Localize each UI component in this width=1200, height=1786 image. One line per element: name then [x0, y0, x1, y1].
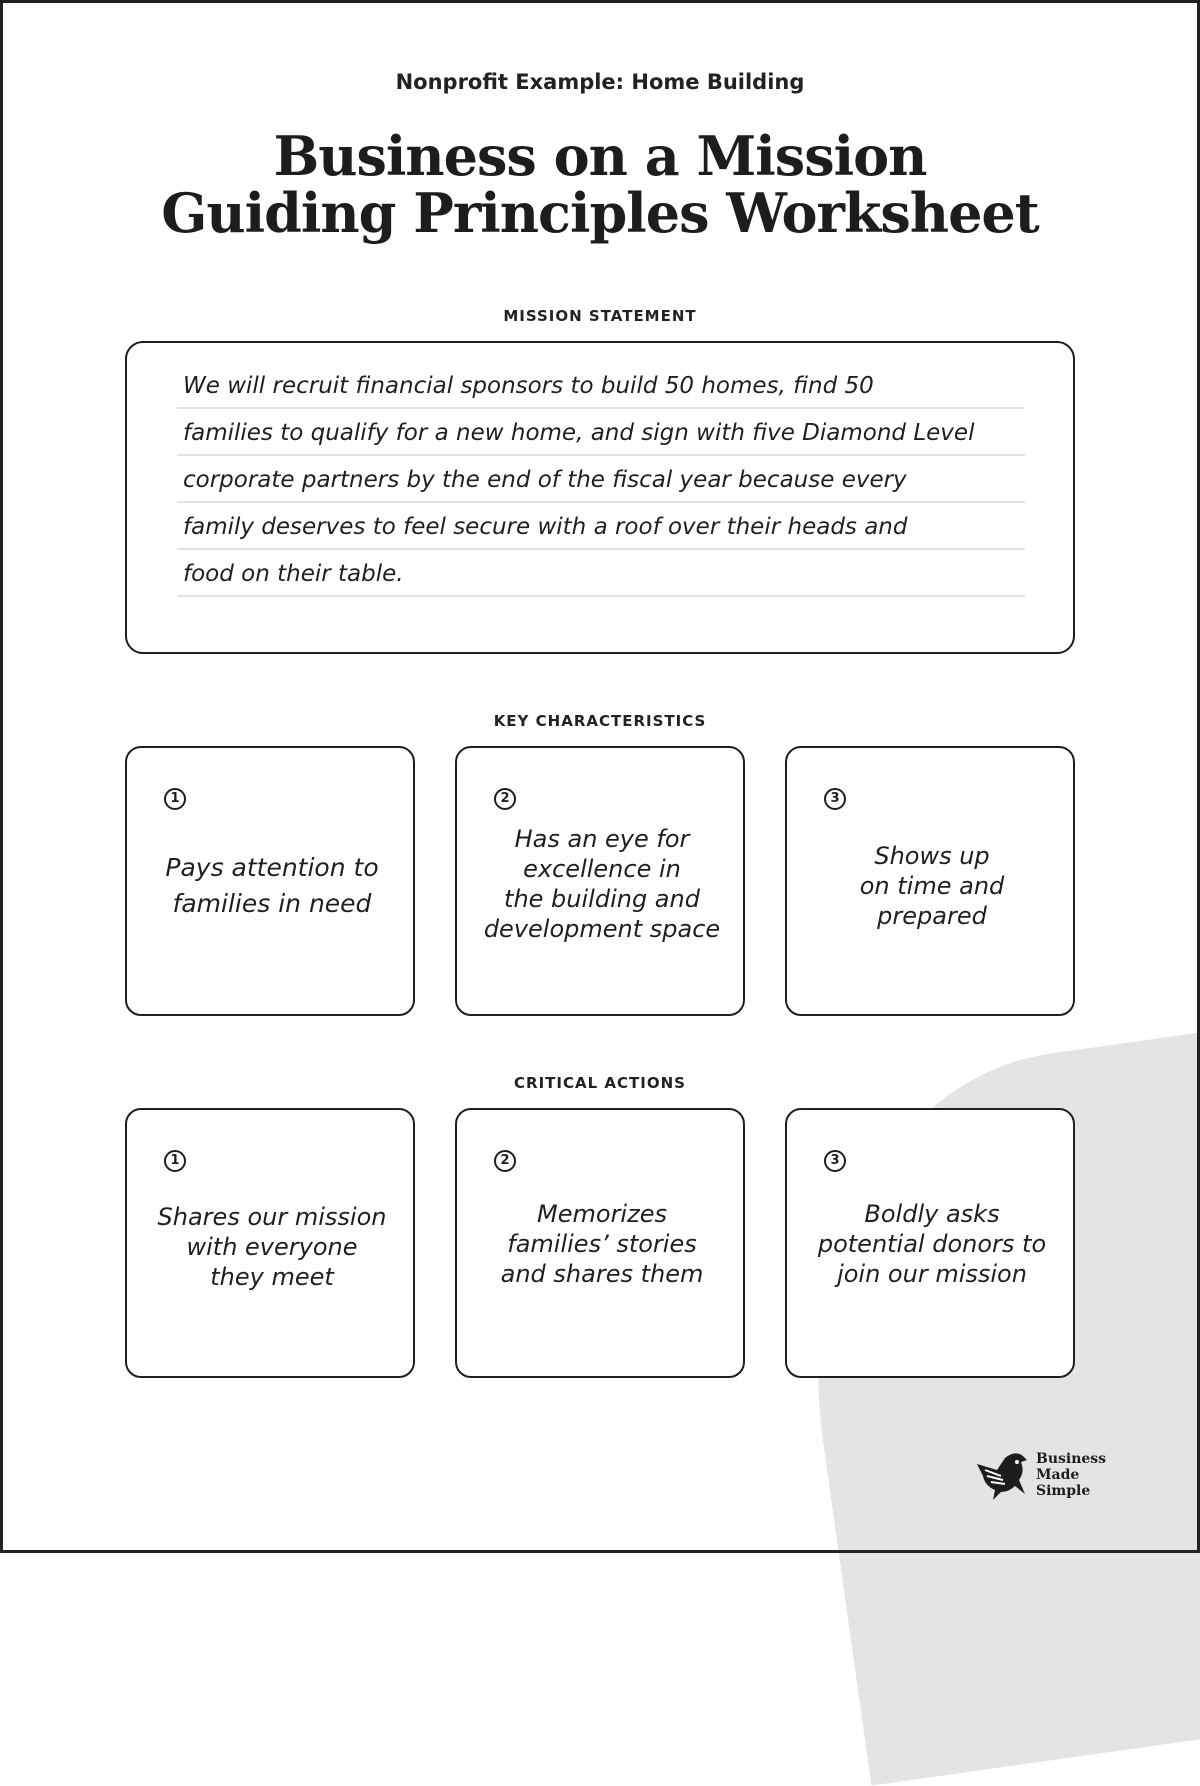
page-subtitle: Nonprofit Example: Home Building	[395, 70, 805, 94]
mission-line-5: food on their table.	[177, 551, 1025, 597]
logo-line-3: Simple	[1036, 1483, 1091, 1499]
number-badge: 2	[494, 788, 516, 810]
action-text: Memorizes families’ stories and shares them	[500, 1200, 704, 1288]
characteristic-card-2	[455, 746, 745, 1016]
number-badge: 3	[824, 1150, 846, 1172]
logo-line-2: Made	[1036, 1467, 1080, 1483]
key-characteristics-label: KEY CHARACTERISTICS	[493, 712, 707, 730]
mission-line-4: family deserves to feel secure with a roof over their heads and	[177, 504, 1025, 550]
characteristic-card-3	[785, 746, 1075, 1016]
characteristic-text: Shows up on time and prepared	[859, 842, 1005, 930]
mission-statement-box	[125, 341, 1075, 654]
logo-text	[1036, 1451, 1116, 1499]
mission-line-1: We will recruit financial sponsors to build 50 homes, find 50	[177, 363, 1025, 409]
number-badge: 3	[824, 788, 846, 810]
mission-line-3: corporate partners by the end of the fiscal year because every	[177, 457, 1025, 503]
number-badge: 1	[164, 788, 186, 810]
business-made-simple-logo	[975, 1450, 1115, 1502]
action-text: Shares our mission with everyone they meet	[157, 1203, 387, 1291]
title-line-2: Guiding Principles Worksheet	[161, 181, 1039, 245]
number-badge: 2	[494, 1150, 516, 1172]
critical-actions-label: CRITICAL ACTIONS	[514, 1074, 686, 1092]
mission-statement-label: MISSION STATEMENT	[503, 307, 697, 325]
action-card-1	[125, 1108, 415, 1378]
action-text: Boldly asks potential donors to join our mission	[817, 1200, 1047, 1288]
title-line-1: Business on a Mission	[273, 124, 927, 188]
characteristic-text: Has an eye for excellence in the building and development space	[483, 825, 721, 943]
bird-icon	[975, 1450, 1031, 1500]
action-card-3	[785, 1108, 1075, 1378]
logo-line-1: Business	[1036, 1451, 1107, 1467]
characteristic-text: Pays attention to families in need	[165, 853, 379, 918]
mission-line-2: families to qualify for a new home, and sign with five Diamond Level	[177, 410, 1025, 456]
action-card-2	[455, 1108, 745, 1378]
page-title	[0, 124, 1200, 245]
characteristic-card-1	[125, 746, 415, 1016]
number-badge: 1	[164, 1150, 186, 1172]
